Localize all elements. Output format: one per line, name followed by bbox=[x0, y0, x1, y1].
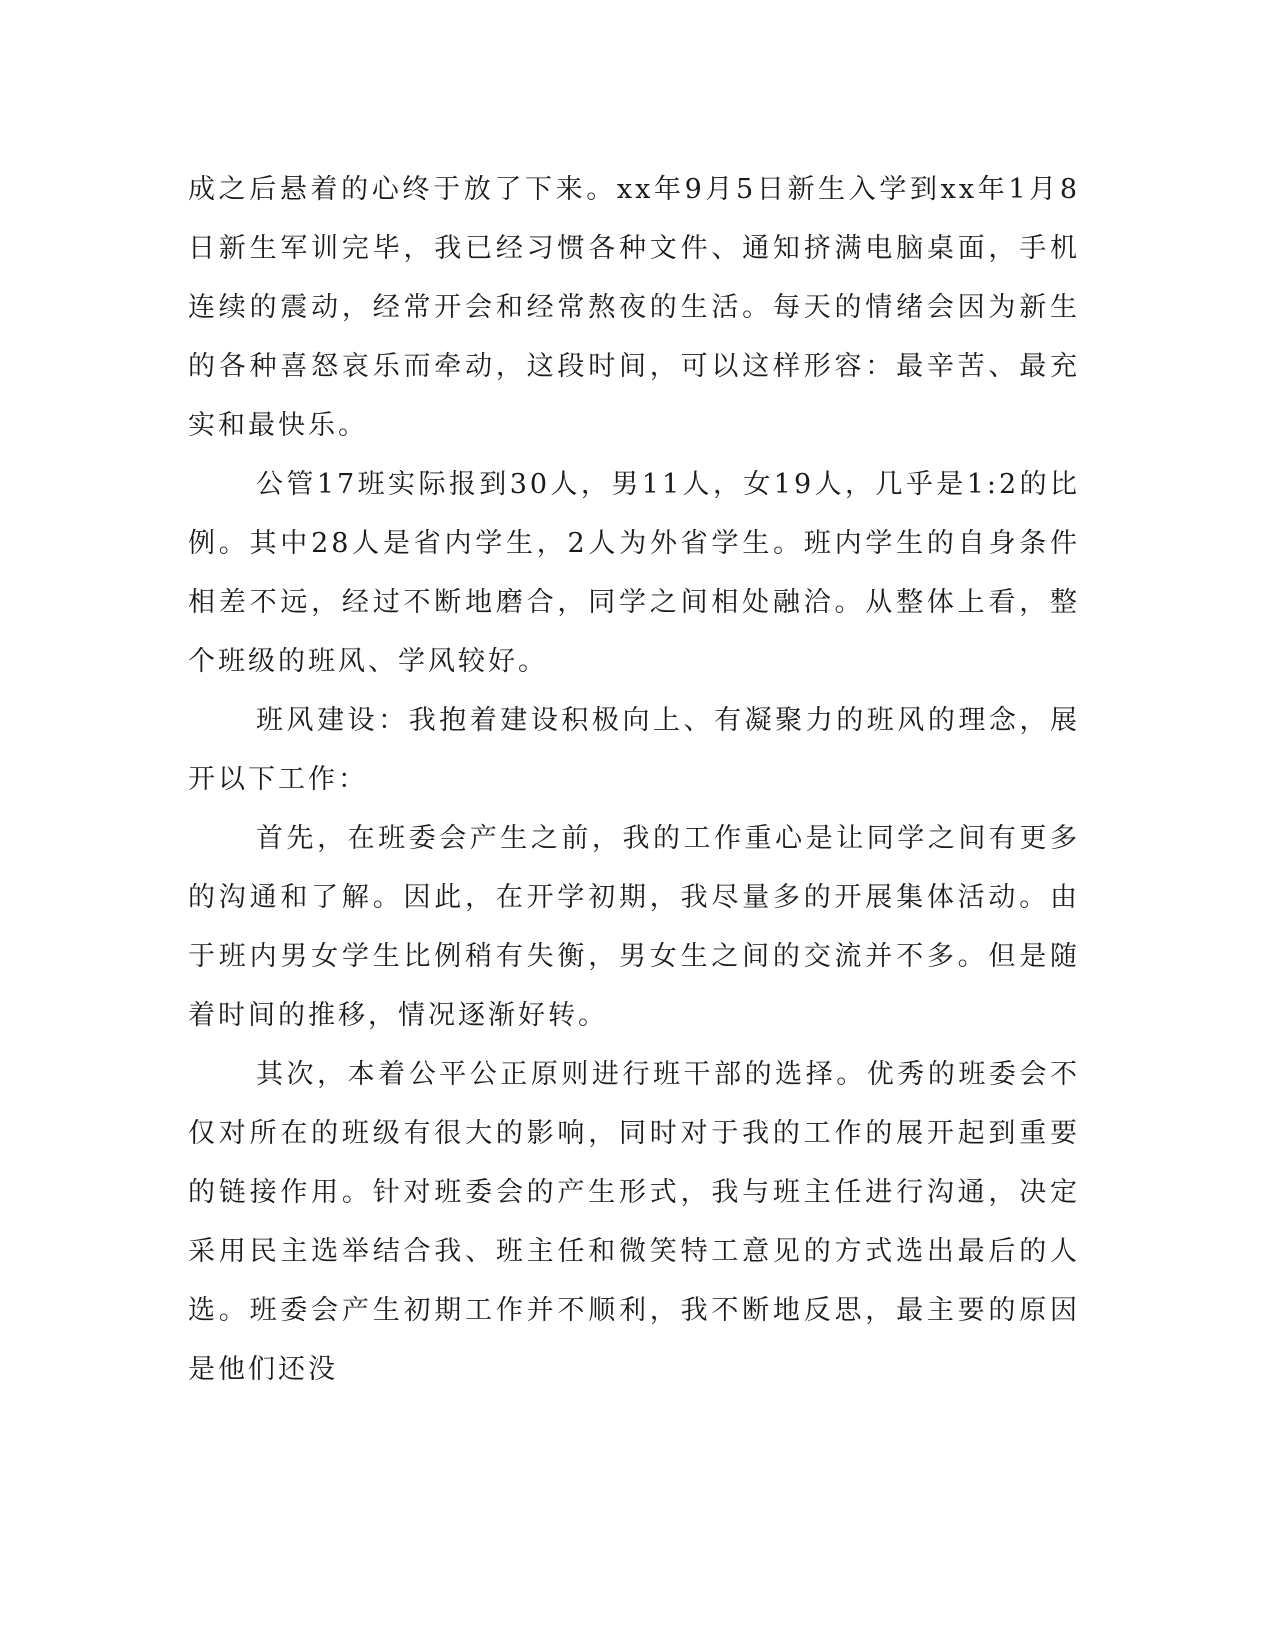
paragraph-first-step: 首先，在班委会产生之前，我的工作重心是让同学之间有更多的沟通和了解。因此，在开学初期，我尽量多的开展集体活动。由于班内男女学生比例稍有失衡，男女生之间的交流并不多。但是随着时间的推移，情况逐渐好转。 bbox=[188, 823, 1080, 1031]
paragraph-class-overview: 公管17班实际报到30人，男11人，女19人，几乎是1:2的比例。其中28人是省内学生，2人为外省学生。班内学生的自身条件相差不远，经过不断地磨合，同学之间相处融洽。从整体上看，整个班级的班风、学风较好。 bbox=[188, 469, 1080, 677]
paragraph-continuation: 成之后悬着的心终于放了下来。xx年9月5日新生入学到xx年1月8日新生军训完毕，我已经习惯各种文件、通知挤满电脑桌面，手机连续的震动，经常开会和经常熬夜的生活。每天的情绪会因为新生的各种喜怒哀乐而牵动，这段时间，可以这样形容：最辛苦、最充实和最快乐。 bbox=[188, 174, 1080, 441]
paragraph-second-step: 其次，本着公平公正原则进行班干部的选择。优秀的班委会不仅对所在的班级有很大的影响，同时对于我的工作的展开起到重要的链接作用。针对班委会的产生形式，我与班主任进行沟通，决定采用民主选举结合我、班主任和微笑特工意见的方式选出最后的人选。班委会产生初期工作并不顺利，我不断地反思，最主要的原因是他们还没 bbox=[188, 1059, 1080, 1385]
body-text bbox=[188, 160, 1080, 1399]
paragraph-class-style-building: 班风建设：我抱着建设积极向上、有凝聚力的班风的理念，展开以下工作： bbox=[188, 705, 1080, 795]
